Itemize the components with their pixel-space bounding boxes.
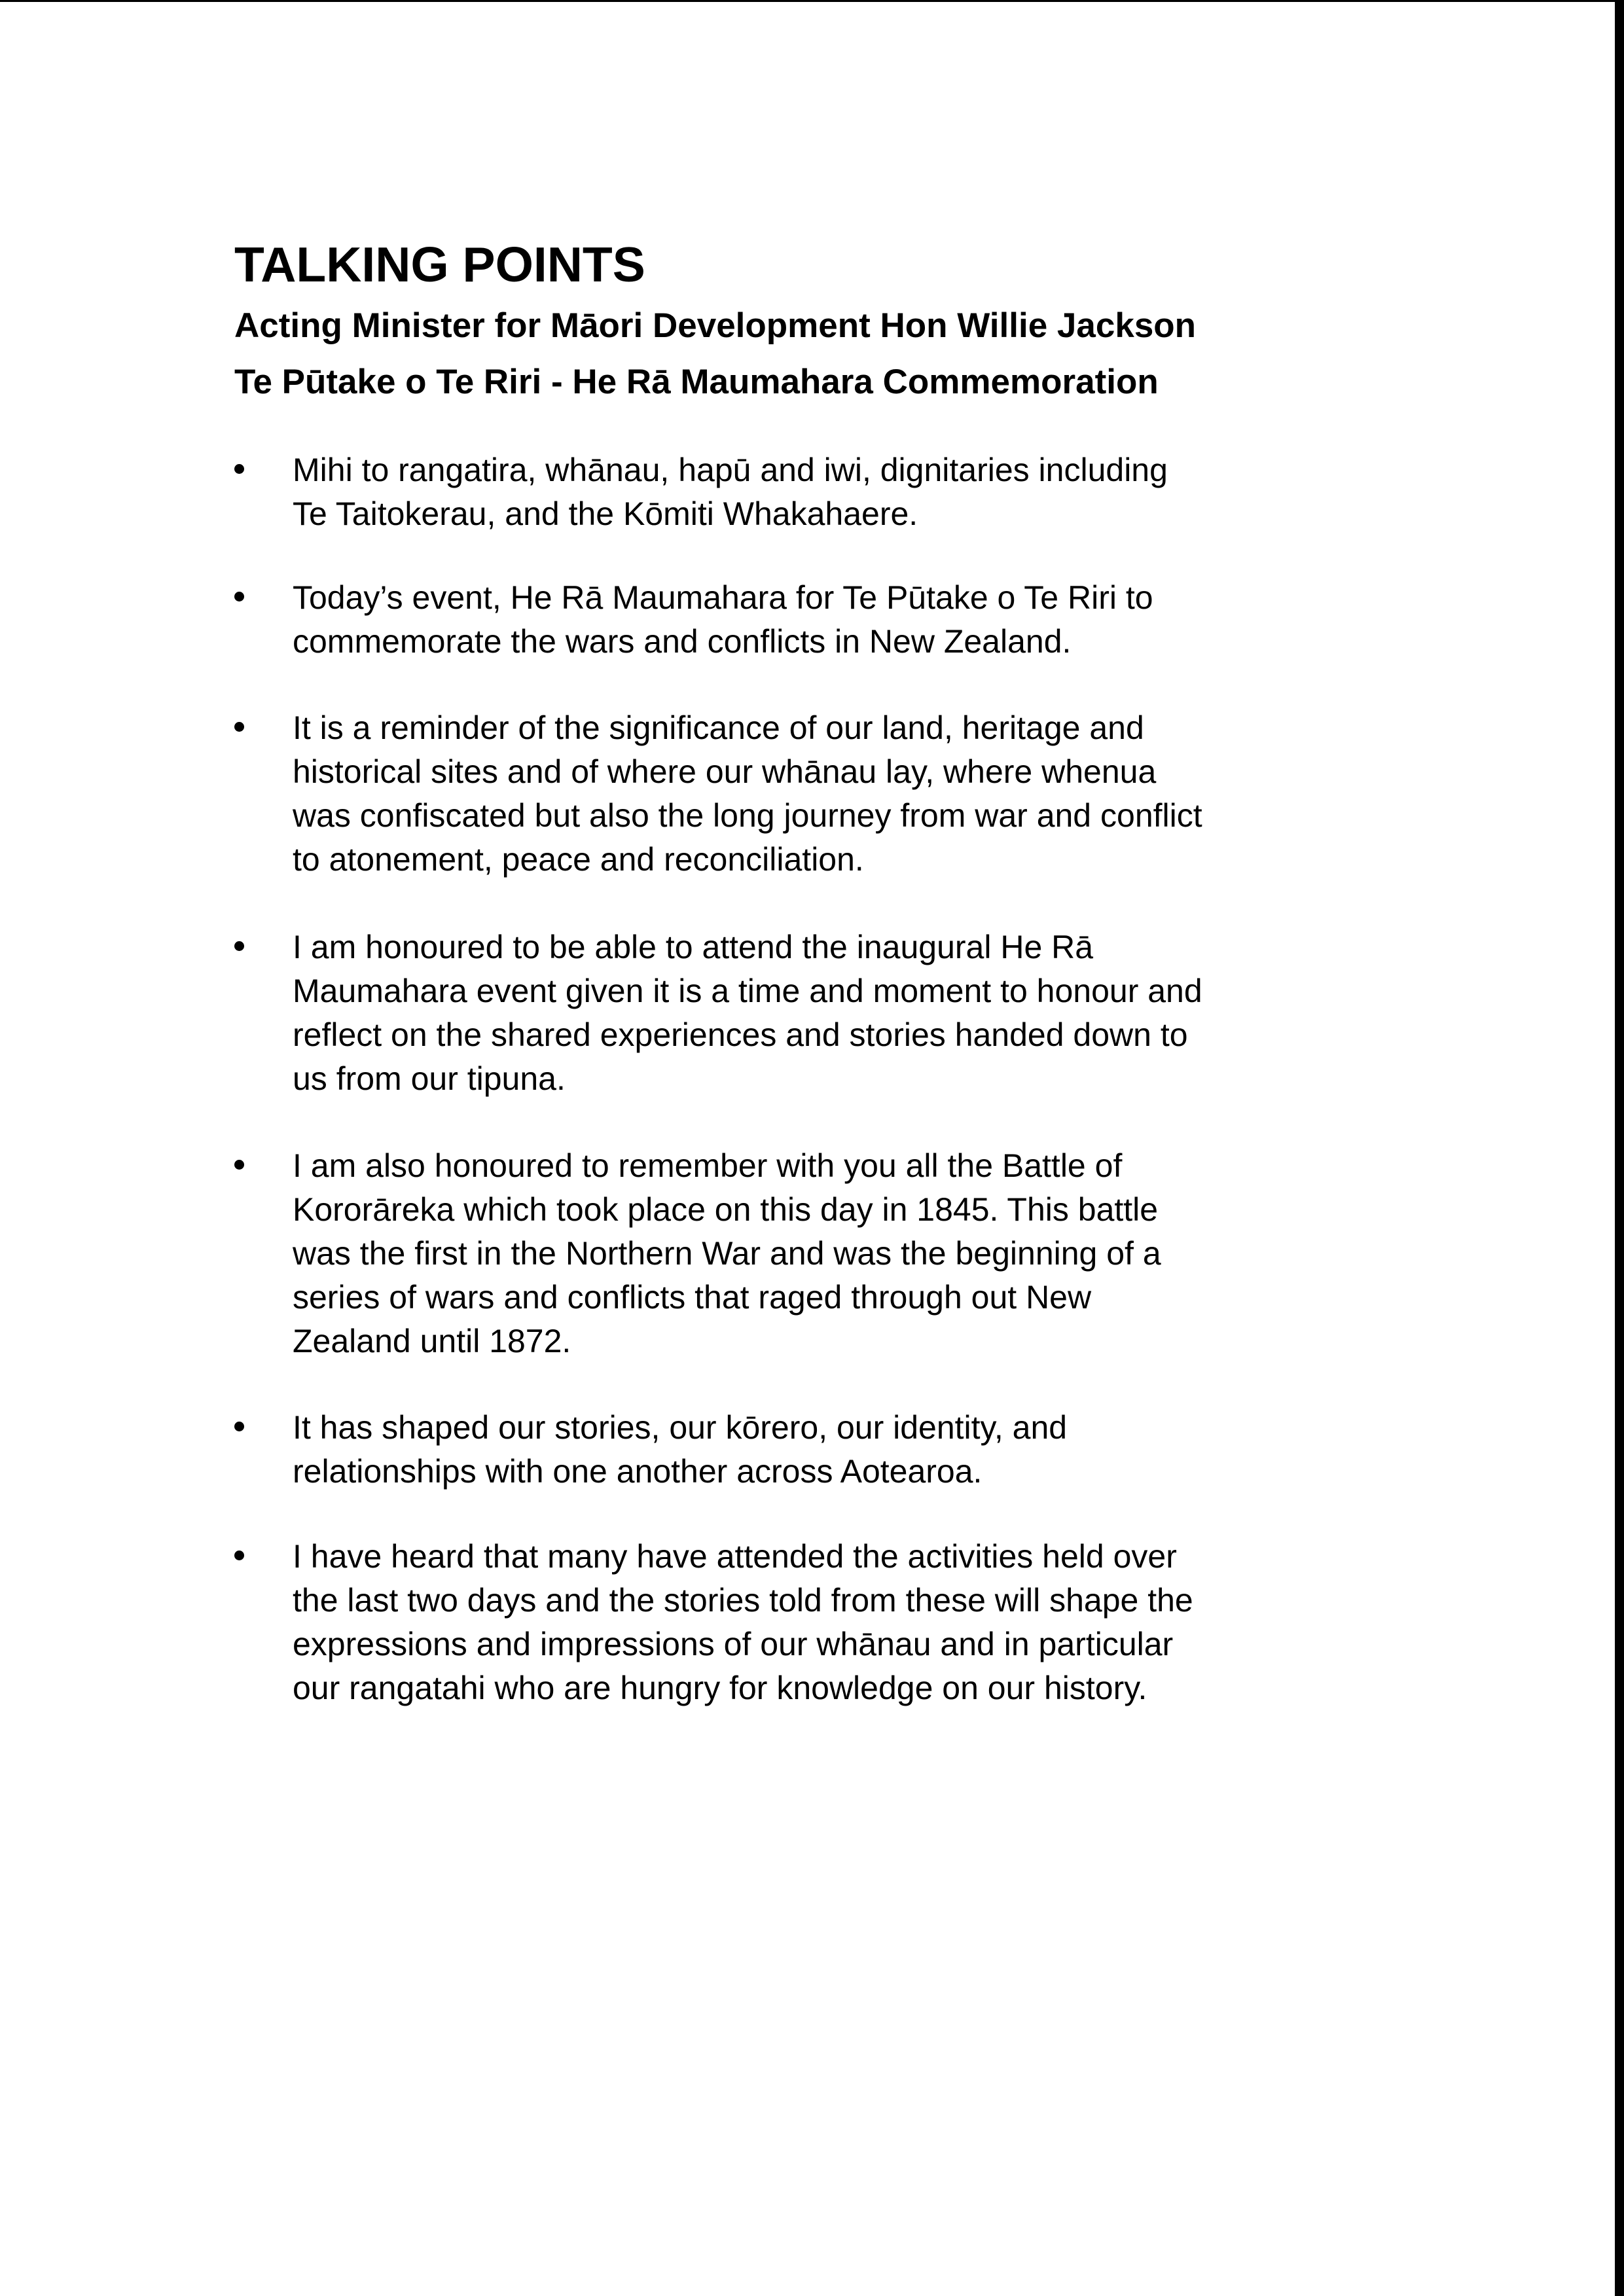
talking-point-line: relationships with one another across Aotearoa.	[293, 1453, 983, 1490]
talking-point-line: the last two days and the stories told from these will shape the	[293, 1582, 1193, 1619]
talking-point	[234, 1144, 1576, 1363]
talking-point	[234, 1535, 1576, 1710]
talking-point	[234, 925, 1576, 1101]
talking-point-line: Kororāreka which took place on this day in 1845. This battle	[293, 1191, 1159, 1228]
bullet-icon	[234, 941, 244, 951]
talking-point-line: was the first in the Northern War and was the beginning of a	[293, 1235, 1161, 1272]
talking-point	[234, 706, 1576, 882]
talking-point-line: reflect on the shared experiences and stories handed down to	[293, 1016, 1188, 1053]
talking-point-line: commemorate the wars and conflicts in New Zealand.	[293, 623, 1072, 660]
document-title: TALKING POINTS	[234, 237, 645, 292]
bullet-icon	[234, 1551, 244, 1560]
talking-point-line: I have heard that many have attended the activities held over	[293, 1538, 1177, 1575]
talking-point-line: Maumahara event given it is a time and moment to honour and	[293, 973, 1202, 1009]
bullet-icon	[234, 1160, 244, 1170]
talking-point-line: It is a reminder of the significance of our land, heritage and	[293, 709, 1144, 746]
talking-point	[234, 1406, 1576, 1494]
talking-point-line: historical sites and of where our whānau lay, where whenua	[293, 753, 1157, 790]
bullet-icon	[234, 722, 244, 732]
talking-point-line: Mihi to rangatira, whānau, hapū and iwi, dignitaries including	[293, 452, 1168, 488]
talking-point	[234, 576, 1576, 664]
talking-point-line: Te Taitokerau, and the Kōmiti Whakahaere.	[293, 495, 918, 532]
talking-point-line: to atonement, peace and reconciliation.	[293, 841, 864, 878]
scan-top-border	[0, 0, 1624, 2]
talking-point-line: It has shaped our stories, our kōrero, our identity, and	[293, 1409, 1068, 1446]
document-subtitle-minister: Acting Minister for Māori Development Hon Willie Jackson	[234, 306, 1197, 345]
talking-point-line: us from our tipuna.	[293, 1060, 566, 1097]
bullet-icon	[234, 464, 244, 474]
talking-point-line: I am also honoured to remember with you all the Battle of	[293, 1147, 1123, 1184]
bullet-icon	[234, 1422, 244, 1431]
talking-point-line: expressions and impressions of our whānau and in particular	[293, 1626, 1174, 1662]
talking-point-line: Today’s event, He Rā Maumahara for Te Pūtake o Te Riri to	[293, 579, 1153, 616]
talking-point-line: series of wars and conflicts that raged through out New	[293, 1279, 1092, 1316]
talking-point	[234, 448, 1576, 536]
bullet-icon	[234, 592, 244, 601]
talking-point-line: Zealand until 1872.	[293, 1323, 571, 1359]
scan-right-border	[1615, 0, 1624, 2296]
document-subtitle-event: Te Pūtake o Te Riri - He Rā Maumahara Commemoration	[234, 363, 1159, 401]
talking-point-line: was confiscated but also the long journey from war and conflict	[293, 797, 1202, 834]
talking-point-line: I am honoured to be able to attend the inaugural He Rā	[293, 929, 1094, 965]
talking-point-line: our rangatahi who are hungry for knowledge on our history.	[293, 1670, 1147, 1706]
